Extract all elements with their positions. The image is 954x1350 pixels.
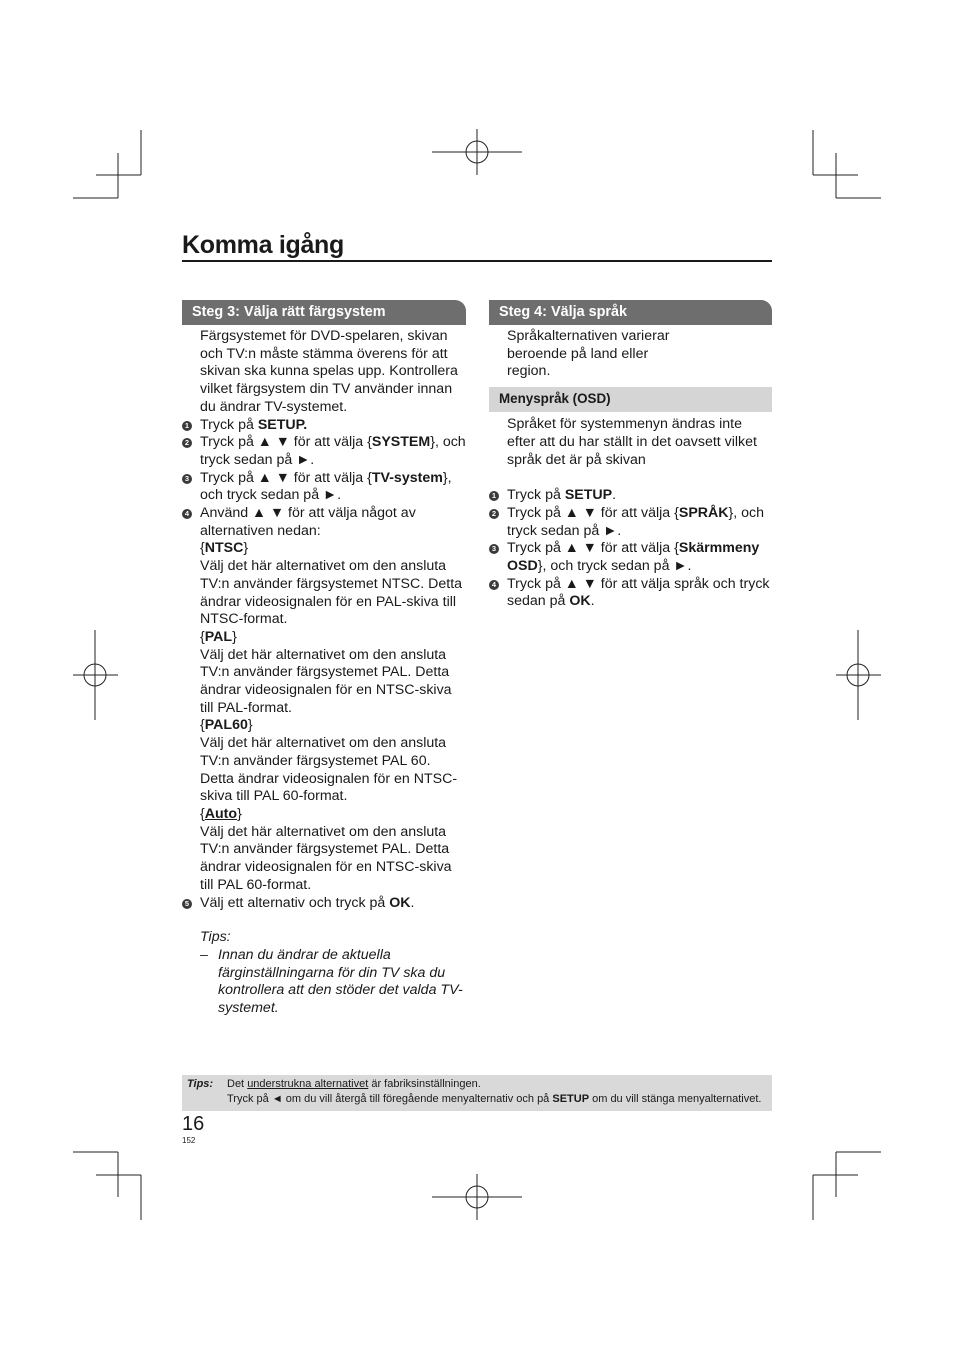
step4-item-1: 1 Tryck på SETUP. — [489, 487, 772, 505]
option-name: Auto — [204, 805, 238, 822]
footer-tip-line-2: Tryck på ◄ om du vill återgå till föregående menyalternativ och på SETUP om du vill stänga menyalternativet. — [227, 1093, 762, 1105]
step4-item-3: 3 Tryck på ▲ ▼ för att välja {Skärmmeny OSD}, och tryck sedan på ►. — [489, 540, 772, 575]
step4-item-2: 2 Tryck på ▲ ▼ för att välja {SPRÅK}, och tryck sedan på ►. — [489, 505, 772, 540]
step4-item-4: 4 Tryck på ▲ ▼ för att välja språk och tryck sedan på OK. — [489, 576, 772, 611]
option-pal: {PAL} Välj det här alternativet om den ansluta TV:n använder färgsystemet PAL. Detta ändrar videosignalen för en NTSC-skiva till PAL-format. — [182, 629, 466, 718]
step3-item-5: 5 Välj ett alternativ och tryck på OK. — [182, 895, 466, 913]
option-description: Välj det här alternativet om den ansluta TV:n använder färgsystemet PAL 60. Detta ändrar videosignalen för en NTSC-skiva till PAL 60-format. — [200, 735, 458, 805]
option-pal60: {PAL60} Välj det här alternativet om den ansluta TV:n använder färgsystemet PAL 60. Detta ändrar videosignalen för en NTSC-skiva till PAL 60-format. — [182, 717, 466, 806]
section-header-step3: Steg 3: Välja rätt färgsystem — [182, 300, 466, 325]
step-number-badge: 5 — [182, 899, 192, 909]
option-name: PAL — [204, 628, 233, 645]
left-column — [182, 300, 466, 1018]
tips-label: Tips: — [200, 929, 231, 946]
option-name: PAL60 — [204, 717, 248, 734]
section-header-step4: Steg 4: Välja språk — [489, 300, 772, 325]
step3-item-1: 1 Tryck på SETUP. — [182, 417, 466, 435]
step3-item-3: 3 Tryck på ▲ ▼ för att välja {TV-system}, och tryck sedan på ►. — [182, 470, 466, 505]
page-sub-number: 152 — [182, 1136, 196, 1145]
step-number-badge: 2 — [182, 438, 192, 448]
option-auto: {Auto} Välj det här alternativet om den ansluta TV:n använder färgsystemet PAL. Detta ändrar videosignalen för en NTSC-skiva till PAL 60-format. — [182, 806, 466, 895]
footer-tips-box — [182, 1075, 772, 1111]
step-number-badge: 3 — [489, 544, 499, 554]
option-name: NTSC — [204, 540, 244, 557]
step-number-badge: 1 — [489, 491, 499, 501]
step3-item-2: 2 Tryck på ▲ ▼ för att välja {SYSTEM}, och tryck sedan på ►. — [182, 434, 466, 469]
option-description: Välj det här alternativet om den ansluta TV:n använder färgsystemet NTSC. Detta ändrar videosignalen för en PAL-skiva till NTSC-format. — [200, 558, 463, 628]
option-description: Välj det här alternativet om den ansluta TV:n använder färgsystemet PAL. Detta ändrar videosignalen för en NTSC-skiva till PAL-format. — [200, 646, 452, 716]
step-number-badge: 3 — [182, 474, 192, 484]
title-rule — [182, 260, 772, 262]
step3-intro: Färgsystemet för DVD-spelaren, skivan och TV:n måste stämma överens för att skivan ska kunna spelas upp. Kontrollera vilket färgsystem din TV använder innan du ändrar TV-systemet. — [200, 328, 458, 415]
option-description: Välj det här alternativet om den ansluta TV:n använder färgsystemet PAL. Detta ändrar videosignalen för en NTSC-skiva till PAL 60-format. — [200, 823, 452, 893]
step-number-badge: 4 — [182, 509, 192, 519]
right-column — [489, 300, 772, 611]
step-number-badge: 2 — [489, 509, 499, 519]
option-ntsc: {NTSC} Välj det här alternativet om den ansluta TV:n använder färgsystemet NTSC. Detta ändrar videosignalen för en PAL-skiva till NTSC-format. — [182, 540, 466, 629]
step-number-badge: 4 — [489, 580, 499, 590]
subsection-header-osd: Menyspråk (OSD) — [489, 387, 772, 412]
step4-intro: Språkalternativen varierar beroende på land eller region. — [507, 328, 670, 380]
page-title: Komma igång — [182, 231, 344, 259]
footer-tips-label: Tips: — [187, 1078, 214, 1090]
tip-dash: – — [200, 946, 208, 963]
step3-item-4: 4 Använd ▲ ▼ för att välja något av alternativen nedan: — [182, 505, 466, 540]
osd-intro: Språket för systemmenyn ändras inte efter att du har ställt in det oavsett vilket språk det är på skivan — [507, 416, 757, 468]
tip-text: Innan du ändrar de aktuella färginställningarna för din TV ska du kontrollera att den stöder det valda TV-systemet. — [218, 946, 463, 1017]
tip-item — [182, 947, 466, 1018]
page-number: 16 — [182, 1113, 205, 1135]
step-number-badge: 1 — [182, 421, 192, 431]
footer-tip-line-1: Det understrukna alternativet är fabriksinställningen. — [227, 1078, 481, 1090]
